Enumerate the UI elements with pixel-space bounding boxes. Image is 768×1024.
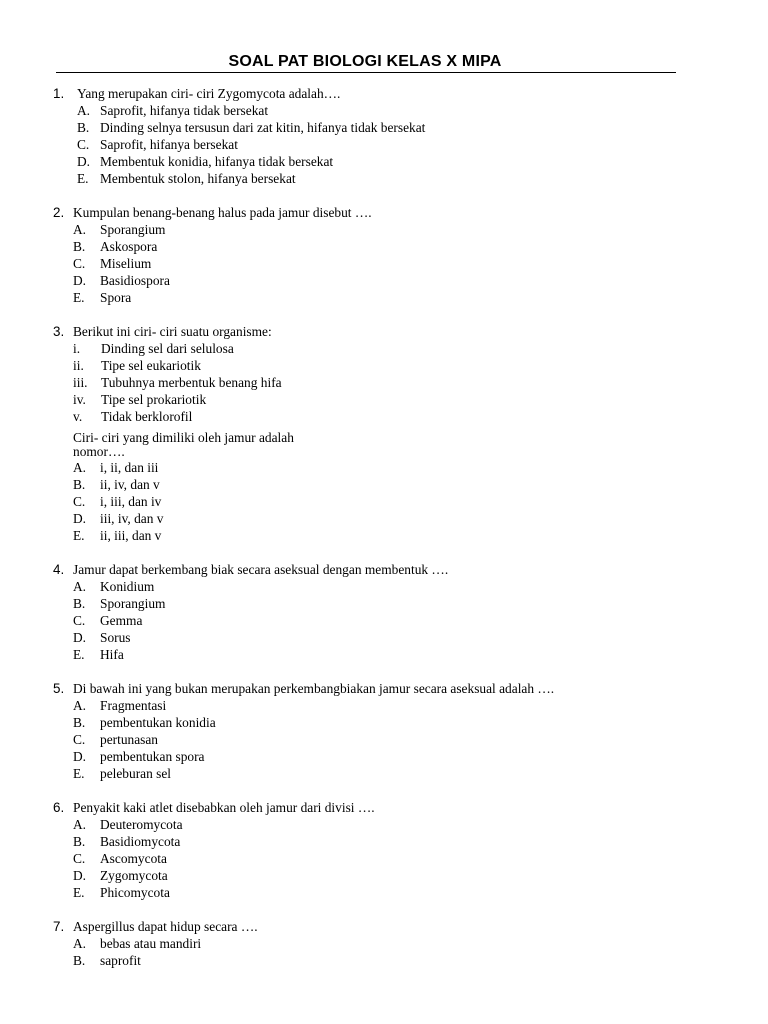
option-text: Sporangium (100, 596, 166, 611)
statement-text: Tipe sel prokariotik (101, 392, 207, 407)
question-1-stem (53, 85, 693, 102)
option-label: B. (77, 120, 90, 135)
question-number: 2. (53, 205, 65, 220)
option-c (53, 612, 693, 629)
option-text: Askospora (100, 239, 158, 254)
question-4-stem (53, 561, 693, 578)
option-label: C. (73, 732, 86, 747)
option-text: Dinding selnya tersusun dari zat kitin, hifanya tidak bersekat (100, 120, 426, 135)
option-list (53, 697, 693, 782)
option-label: D. (77, 154, 91, 169)
option-e (53, 170, 693, 187)
option-label: E. (73, 766, 85, 781)
option-c (53, 731, 693, 748)
option-label: E. (73, 885, 85, 900)
option-a (53, 578, 693, 595)
option-text: saprofit (100, 953, 141, 968)
option-text: Spora (100, 290, 132, 305)
option-b (53, 476, 693, 493)
question-5 (53, 680, 693, 782)
option-b (53, 119, 693, 136)
document-title: SOAL PAT BIOLOGI KELAS X MIPA (228, 53, 502, 70)
option-label: D. (73, 630, 87, 645)
statement-label: iii. (73, 375, 88, 390)
option-text: Sorus (100, 630, 131, 645)
option-label: A. (73, 936, 87, 951)
option-d (53, 272, 693, 289)
option-text: Fragmentasi (100, 698, 167, 713)
question-text: Aspergillus dapat hidup secara …. (73, 919, 258, 934)
question-text: Kumpulan benang-benang halus pada jamur disebut …. (73, 205, 372, 220)
option-e (53, 527, 693, 544)
option-c (53, 850, 693, 867)
option-label: B. (73, 953, 86, 968)
option-text: Basidiospora (100, 273, 170, 288)
option-a (53, 697, 693, 714)
statement-label: ii. (73, 358, 84, 373)
question-number: 6. (53, 800, 65, 815)
option-text: ii, iv, dan v (100, 477, 160, 492)
option-text: Membentuk stolon, hifanya bersekat (100, 171, 296, 186)
statement-iv (53, 391, 693, 408)
statement-i (53, 340, 693, 357)
option-text: Konidium (100, 579, 155, 594)
option-b (53, 952, 693, 969)
option-text: Ascomycota (100, 851, 167, 866)
statement-text: Tidak berklorofil (101, 409, 193, 424)
option-e (53, 289, 693, 306)
option-text: Zygomycota (100, 868, 168, 883)
option-text: Miselium (100, 256, 152, 271)
option-label: A. (73, 817, 87, 832)
option-list (53, 459, 693, 544)
option-label: D. (73, 868, 87, 883)
option-text: Basidiomycota (100, 834, 181, 849)
option-list (53, 816, 693, 901)
option-label: B. (73, 239, 86, 254)
option-c (53, 136, 693, 153)
option-label: B. (73, 477, 86, 492)
option-list (53, 221, 693, 306)
statement-v (53, 408, 693, 425)
option-a (53, 102, 693, 119)
option-d (53, 510, 693, 527)
option-text: pembentukan konidia (100, 715, 216, 730)
option-list (53, 935, 693, 969)
option-text: Deuteromycota (100, 817, 183, 832)
question-text: Di bawah ini yang bukan merupakan perkembangbiakan jamur secara aseksual adalah …. (73, 681, 555, 696)
option-d (53, 748, 693, 765)
option-label: A. (73, 460, 87, 475)
question-3-stem (53, 323, 693, 340)
option-text: Membentuk konidia, hifanya tidak bersekat (100, 154, 334, 169)
option-text: Saprofit, hifanya tidak bersekat (100, 103, 269, 118)
option-text: Saprofit, hifanya bersekat (100, 137, 238, 152)
question-6-stem (53, 799, 693, 816)
question-2-stem (53, 204, 693, 221)
option-label: C. (73, 494, 86, 509)
statement-text: Dinding sel dari selulosa (101, 341, 234, 356)
question-6 (53, 799, 693, 901)
statement-label: iv. (73, 392, 86, 407)
option-e (53, 884, 693, 901)
option-text: Hifa (100, 647, 124, 662)
option-text: pertunasan (100, 732, 159, 747)
question-7-stem (53, 918, 693, 935)
option-label: A. (73, 222, 87, 237)
question-text: Yang merupakan ciri- ciri Zygomycota adalah…. (77, 86, 341, 101)
option-d (53, 153, 693, 170)
question-number: 3. (53, 324, 65, 339)
question-3 (53, 323, 693, 544)
question-3-subtext: Ciri- ciri yang dimiliki oleh jamur adalah nomor…. (73, 430, 294, 459)
option-b (53, 595, 693, 612)
option-label: E. (77, 171, 89, 186)
statement-text: Tipe sel eukariotik (101, 358, 201, 373)
option-e (53, 646, 693, 663)
option-label: C. (73, 256, 86, 271)
statement-label: v. (73, 409, 83, 424)
statement-label: i. (73, 341, 81, 356)
option-b (53, 714, 693, 731)
option-label: D. (73, 749, 87, 764)
option-label: E. (73, 647, 85, 662)
option-text: Sporangium (100, 222, 166, 237)
option-b (53, 238, 693, 255)
option-label: B. (73, 596, 86, 611)
option-label: E. (73, 290, 85, 305)
statement-text: Tubuhnya merbentuk benang hifa (101, 375, 282, 390)
question-list (53, 85, 693, 986)
option-label: D. (73, 511, 87, 526)
option-c (53, 493, 693, 510)
option-label: C. (73, 851, 86, 866)
question-1 (53, 85, 693, 187)
question-text: Jamur dapat berkembang biak secara aseksual dengan membentuk …. (73, 562, 449, 577)
option-label: C. (73, 613, 86, 628)
statement-list (53, 340, 693, 425)
option-label: A. (73, 698, 87, 713)
option-text: iii, iv, dan v (100, 511, 164, 526)
option-text: pembentukan spora (100, 749, 205, 764)
option-label: D. (73, 273, 87, 288)
question-2 (53, 204, 693, 306)
option-text: Gemma (100, 613, 143, 628)
question-number: 7. (53, 919, 65, 934)
option-label: B. (73, 715, 86, 730)
option-label: A. (77, 103, 91, 118)
option-text: i, ii, dan iii (100, 460, 159, 475)
statement-ii (53, 357, 693, 374)
question-4 (53, 561, 693, 663)
question-number: 5. (53, 681, 65, 696)
option-label: A. (73, 579, 87, 594)
option-b (53, 833, 693, 850)
question-5-stem (53, 680, 693, 697)
option-a (53, 935, 693, 952)
option-text: ii, iii, dan v (100, 528, 162, 543)
question-number: 1. (53, 86, 65, 101)
option-a (53, 221, 693, 238)
option-d (53, 629, 693, 646)
option-list (53, 578, 693, 663)
statement-iii (53, 374, 693, 391)
question-7 (53, 918, 693, 969)
option-e (53, 765, 693, 782)
question-text: Berikut ini ciri- ciri suatu organisme: (73, 324, 272, 339)
question-number: 4. (53, 562, 65, 577)
option-text: i, iii, dan iv (100, 494, 162, 509)
option-a (53, 459, 693, 476)
question-text: Penyakit kaki atlet disebabkan oleh jamur dari divisi …. (73, 800, 375, 815)
option-c (53, 255, 693, 272)
option-label: C. (77, 137, 90, 152)
option-a (53, 816, 693, 833)
option-list (53, 102, 693, 187)
option-text: bebas atau mandiri (100, 936, 202, 951)
option-label: E. (73, 528, 85, 543)
option-label: B. (73, 834, 86, 849)
option-d (53, 867, 693, 884)
title-underline (56, 72, 676, 73)
option-text: peleburan sel (100, 766, 172, 781)
option-text: Phicomycota (100, 885, 170, 900)
